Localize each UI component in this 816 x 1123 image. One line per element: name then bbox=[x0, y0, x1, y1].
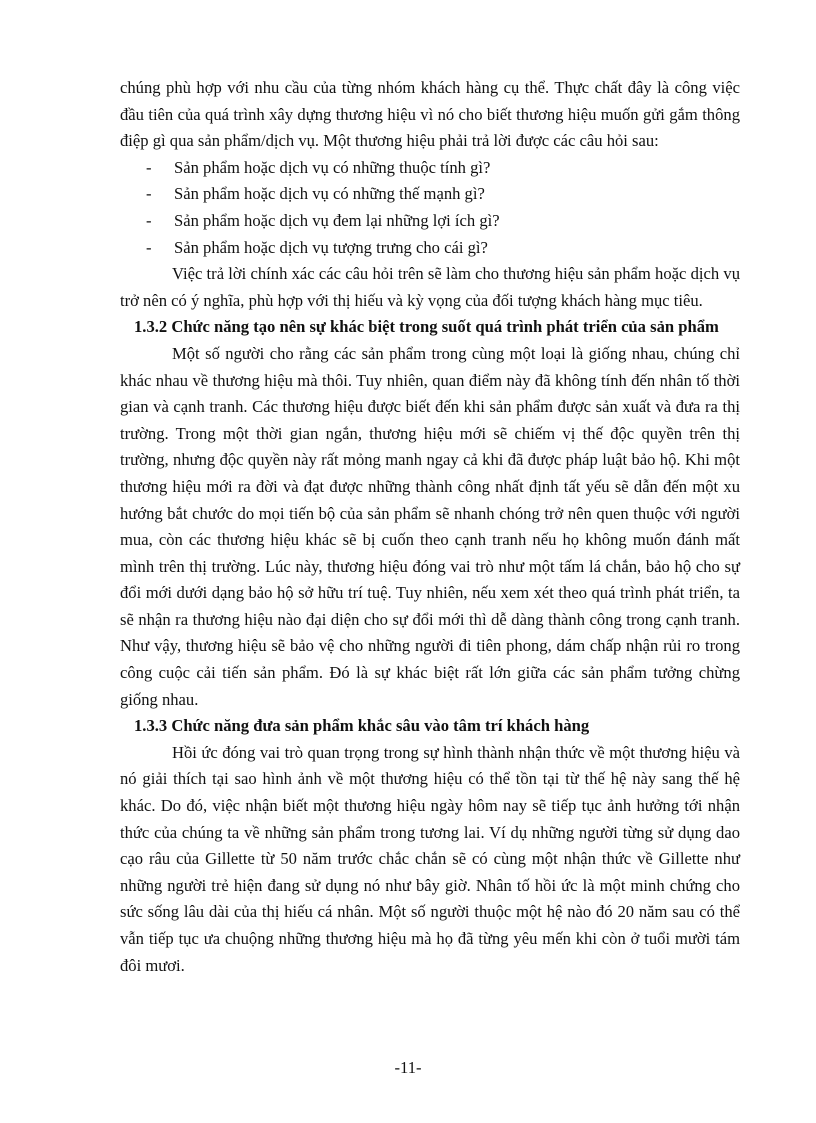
section-paragraph-1-3-2: Một số người cho rằng các sản phẩm trong cùng một loại là giống nhau, chúng chỉ khác nhau về thương hiệu mà thôi. Tuy nhiên, quan điểm này đã không tính đến nhân tố thời gian và cạnh tranh. Các thương hiệu được biết đến khi sản phẩm được sản xuất và đưa ra thị trường. Trong một thời gian ngắn, thương hiệu mới sẽ chiếm vị thế độc quyền trên thị trường, nhưng độc quyền này rất mỏng manh ngay cả khi đã được pháp luật bảo hộ. Khi một thương hiệu mới ra đời và đạt được những thành công nhất định tất yếu sẽ dẫn đến một xu hướng bắt chước do mọi tiến bộ của sản phẩm sẽ nhanh chóng trở nên quen thuộc với người mua, còn các thương hiệu khác sẽ bị cuốn theo cạnh tranh nếu họ không muốn đánh mất mình trên thị trường. Lúc này, thương hiệu đóng vai trò như một tấm lá chắn, bảo hộ cho sự đổi mới dưới dạng bảo hộ sở hữu trí tuệ. Tuy nhiên, nếu xem xét theo quá trình phát triển, ta sẽ nhận ra thương hiệu nào đại diện cho sự đổi mới thì dễ dàng thành công trong cạnh tranh. Như vậy, thương hiệu sẽ bảo vệ cho những người đi tiên phong, dám chấp nhận rủi ro trong công cuộc cải tiến sản phẩm. Đó là sự khác biệt rất lớn giữa các sản phẩm tưởng chừng giống nhau. bbox=[120, 343, 740, 709]
list-dash: - bbox=[146, 210, 152, 230]
list-item-text: Sản phẩm hoặc dịch vụ có những thuộc tính gì? bbox=[174, 157, 491, 177]
list-item-text: Sản phẩm hoặc dịch vụ tượng trưng cho cái gì? bbox=[174, 237, 488, 257]
section-heading-1-3-2: 1.3.2 Chức năng tạo nên sự khác biệt trong suốt quá trình phát triển của sản phẩm bbox=[134, 317, 719, 337]
page-number: -11- bbox=[394, 1058, 422, 1077]
intro-paragraph: chúng phù hợp với nhu cầu của từng nhóm khách hàng cụ thể. Thực chất đây là công việc đầu tiên của quá trình xây dựng thương hiệu vì nó cho biết thương hiệu muốn gửi gắm thông điệp gì qua sản phẩm/dịch vụ. Một thương hiệu phải trả lời được các câu hỏi sau: bbox=[120, 78, 740, 151]
list-dash: - bbox=[146, 184, 152, 204]
list-dash: - bbox=[146, 237, 152, 257]
list-item-text: Sản phẩm hoặc dịch vụ đem lại những lợi ích gì? bbox=[174, 210, 500, 230]
list-item bbox=[146, 181, 740, 208]
list-dash: - bbox=[146, 157, 152, 177]
list-item bbox=[146, 208, 740, 235]
section-paragraph-1-3-3: Hồi ức đóng vai trò quan trọng trong sự hình thành nhận thức về một thương hiệu và nó giải thích tại sao hình ảnh về một thương hiệu có thể tồn tại từ thế hệ này sang thế hệ khác. Do đó, việc nhận biết một thương hiệu ngày hôm nay sẽ tiếp tục ảnh hưởng tới nhận thức của chúng ta về những sản phẩm trong tương lai. Ví dụ những người từng sử dụng dao cạo râu của Gillette từ 50 năm trước chắc chắn sẽ có cùng một nhận thức về Gillette như những người trẻ hiện đang sử dụng nó như bây giờ. Nhân tố hồi ức là một minh chứng cho sức sống lâu dài của thị hiếu cá nhân. Một số người thuộc một hệ nào đó 20 năm sau có thể vẫn tiếp tục ưa chuộng những thương hiệu mà họ đã từng yêu mến khi còn ở tuổi mười tám đôi mươi. bbox=[120, 742, 740, 975]
answer-paragraph: Việc trả lời chính xác các câu hỏi trên sẽ làm cho thương hiệu sản phẩm hoặc dịch vụ trở nên có ý nghĩa, phù hợp với thị hiếu và kỳ vọng của đối tượng khách hàng mục tiêu. bbox=[120, 264, 740, 310]
question-list bbox=[120, 155, 740, 261]
list-item-text: Sản phẩm hoặc dịch vụ có những thế mạnh gì? bbox=[174, 184, 485, 204]
section-heading-1-3-3: 1.3.3 Chức năng đưa sản phẩm khắc sâu vào tâm trí khách hàng bbox=[134, 716, 590, 736]
list-item bbox=[146, 235, 740, 262]
list-item bbox=[146, 155, 740, 182]
